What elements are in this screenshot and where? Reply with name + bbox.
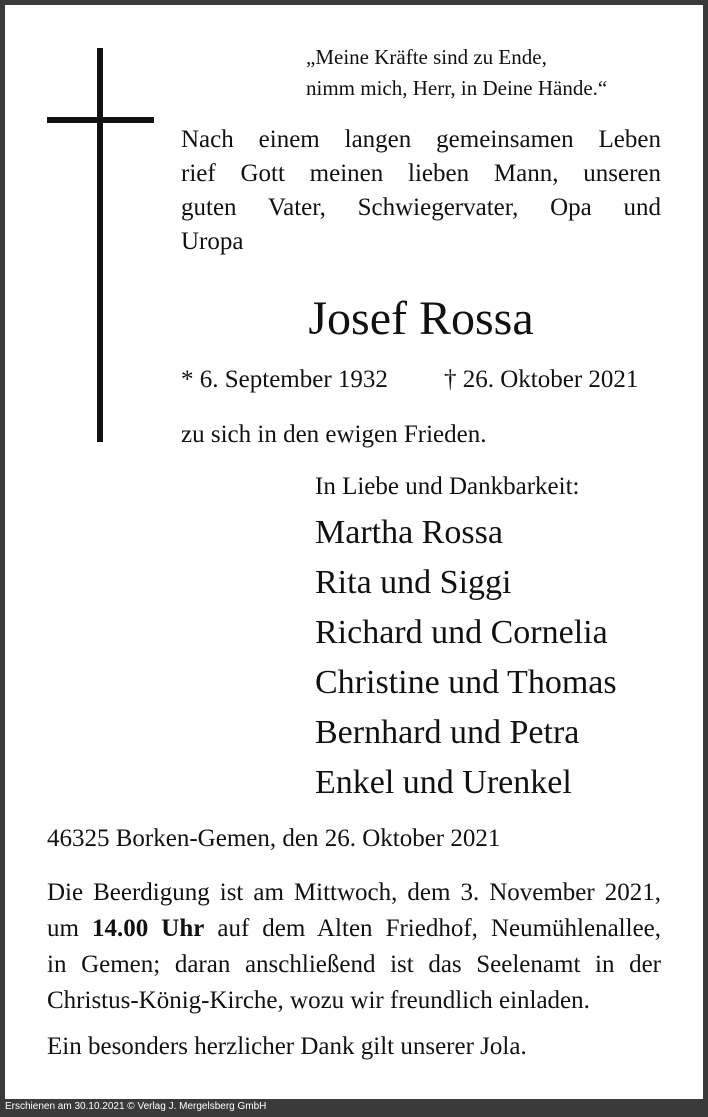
funeral-line: in Gemen; daran anschließend ist das Seelenamt in der: [47, 951, 661, 978]
motto-line: nimm mich, Herr, in Deine Hände.“: [306, 76, 608, 100]
deceased-name: Josef Rossa: [308, 292, 534, 345]
publication-footer: Erschienen am 30.10.2021 © Verlag J. Mergelsberg GmbH: [5, 1101, 267, 1112]
mourner-name: Christine und Thomas: [315, 664, 617, 701]
funeral-prefix: um: [47, 915, 79, 942]
funeral-line: [47, 911, 661, 947]
motto-quote: [306, 42, 607, 104]
mourner-name: Martha Rossa: [315, 514, 503, 551]
motto-line: „Meine Kräfte sind zu Ende,: [306, 45, 547, 69]
thanks-heading: In Liebe und Dankbarkeit:: [315, 473, 580, 500]
cross-icon-crossbar: [47, 117, 154, 123]
intro-line: rief Gott meinen lieben Mann, unseren: [181, 160, 661, 187]
mourner-name: Enkel und Urenkel: [315, 764, 572, 801]
mourner-name: Bernhard und Petra: [315, 714, 580, 751]
funeral-line: Christus-König-Kirche, wozu wir freundlich einladen.: [47, 987, 590, 1014]
final-thanks: Ein besonders herzlicher Dank gilt unserer Jola.: [47, 1033, 527, 1060]
birth-date: * 6. September 1932: [181, 366, 388, 393]
funeral-line: Die Beerdigung ist am Mittwoch, dem 3. November 2021,: [47, 879, 661, 906]
intro-line: Nach einem langen gemeinsamen Leben: [181, 126, 661, 153]
location-date: 46325 Borken-Gemen, den 26. Oktober 2021: [47, 825, 501, 852]
funeral-details: [47, 875, 661, 1019]
funeral-place: auf dem Alten Friedhof, Neumühlenallee,: [217, 915, 662, 942]
mourners-list: [315, 508, 617, 808]
mourner-name: Richard und Cornelia: [315, 614, 608, 651]
obituary-notice: [5, 5, 703, 1099]
death-date: † 26. Oktober 2021: [444, 366, 639, 393]
cross-icon: [97, 48, 103, 442]
funeral-time: 14.00 Uhr: [91, 915, 205, 942]
peace-text: zu sich in den ewigen Frieden.: [181, 421, 487, 448]
intro-paragraph: [181, 123, 661, 259]
mourner-name: Rita und Siggi: [315, 564, 512, 601]
intro-line: guten Vater, Schwiegervater, Opa und: [181, 194, 661, 221]
intro-line: Uropa: [181, 228, 244, 255]
